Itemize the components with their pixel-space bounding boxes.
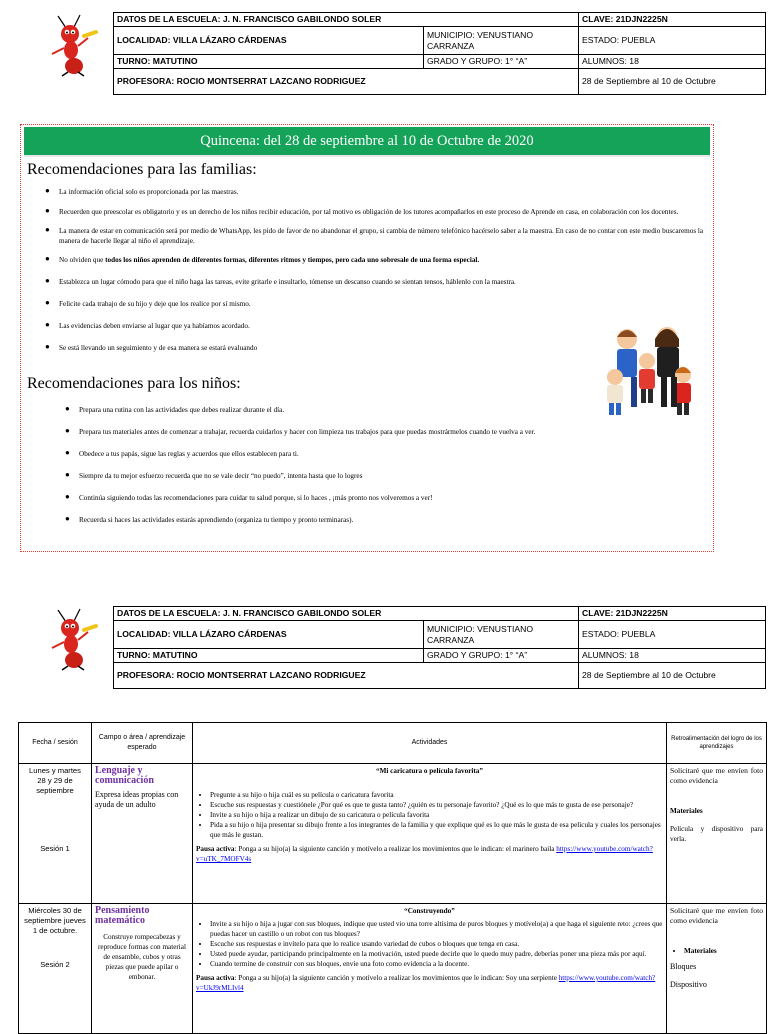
municipio-cell: MUNICIPIO: VENUSTIANO CARRANZA: [424, 27, 579, 55]
list-item: ● Establezca un lugar cómodo para que el niño haga las tareas, evite gritarle e insultarlo, tómense un descanso cuando se sientan tensos, háblenlo con la maestra.: [45, 277, 709, 287]
turno-cell: TURNO: MATUTINO: [114, 649, 424, 663]
families-heading: Recomendaciones para las familias:: [27, 161, 257, 178]
list-item: • Cuando termine de construir con sus bloques, envíe una foto como evidencia a la docente.: [210, 959, 663, 969]
clave-cell: CLAVE: 21DJN2225N: [579, 13, 766, 27]
fechas-cell: 28 de Septiembre al 10 de Octubre: [579, 69, 766, 95]
list-item: ● Prepara tus materiales antes de comenzar a trabajar, recuerda cuidarlos y hacer con limpieza tus trabajos para que puedas mostrármelos cuando te vuelva a ver.: [65, 427, 587, 437]
list-item: ● Prepara una rutina con las actividades que debes realizar durante el día.: [65, 405, 587, 415]
header-retro: Retroalimentación del logro de los aprendizajes: [667, 723, 767, 764]
subject-cell: [92, 904, 193, 1034]
school-data-table: [113, 606, 766, 689]
subject-title: Pensamiento matemático: [95, 905, 150, 926]
list-item: • Escuche sus respuestas y cuestiónele ¿Por qué es que te gusta tanto? ¿quién es tu personaje favorito? ¿Qué es lo que más te gusta de ese personaje?: [210, 800, 663, 810]
list-item: • Invite a su hijo o hija a realizar un dibujo de su caricatura o película favorita: [210, 810, 663, 820]
subject-cell: [92, 764, 193, 904]
localidad-cell: LOCALIDAD: VILLA LÁZARO CÁRDENAS: [114, 621, 424, 649]
session-label: Sesión 2: [40, 960, 70, 969]
session-label: Sesión 1: [40, 844, 70, 853]
list-item: • Pida a su hijo o hija presentar su dibujo frente a los integrantes de la familia y que explique qué es lo que más le gusta de esa película y cuales los personajes que más le gustan.: [210, 820, 663, 840]
localidad-cell: LOCALIDAD: VILLA LÁZARO CÁRDENAS: [114, 27, 424, 55]
learning-goal: Construye rompecabezas y reproduce formas con material de ensamble, cubos y otras piezas que puede apilar o embonar.: [97, 933, 186, 981]
school-data-table: [113, 12, 766, 95]
list-item: ● No olviden que todos los niños aprenden de diferentes formas, diferentes ritmos y tiempos, pero cada uno sobresale de una forma especial.: [45, 255, 709, 265]
activity-cell: [193, 904, 667, 1034]
feedback-text: Solicitaré que me envíen foto como evidencia: [670, 906, 763, 925]
materials-text: Película y dispositivo para verla.: [670, 825, 763, 843]
list-item: • Pregunte a su hijo o hija cuál es su película o caricatura favorita: [210, 790, 663, 800]
list-item: ● La manera de estar en comunicación será por medio de WhatsApp, les pido de favor de no abandonar el grupo, si cambia de número telefónico hacérselo saber a la maestra. En caso de no contar con este medio buscaremos la manera de hacerle llegar al niño el aprendizaje.: [45, 226, 709, 246]
header-actividades: Actividades: [193, 723, 667, 764]
list-item: ● Obedece a tus papás, sigue las reglas y acuerdos que ellos establecen para ti.: [65, 449, 587, 459]
feedback-cell: [667, 904, 767, 1034]
activity-steps: [196, 790, 663, 840]
quincena-banner: Quincena: del 28 de septiembre al 10 de Octubre de 2020: [24, 127, 710, 157]
grado-cell: GRADO Y GRUPO: 1° “A”: [424, 649, 579, 663]
recommendations-box: [20, 124, 714, 552]
list-item: • Invite a su hijo o hija a jugar con sus bloques, indique que usted vio una torre altísima de puros bloques y motívelo(a) a que haga el siguiente reto: ¿crees que puedas hacer un castillo o un robot con tus bloques?: [210, 919, 663, 939]
active-pause: Pausa activa: Ponga a su hijo(a) la siguiente canción y motívelo a realizar los movimientos que le indican: el marinero baila https://www.youtube.com/watch?v=uTK_7MOFV4s: [196, 845, 653, 863]
song-link[interactable]: https://www.youtube.com/watch?v=uTK_7MOFV4s: [196, 845, 653, 863]
kids-heading: Recomendaciones para los niños:: [27, 375, 241, 392]
activity-title: “Mi caricatura o película favorita”: [376, 767, 483, 775]
header-fecha: Fecha / sesión: [19, 723, 92, 764]
school-name-cell: DATOS DE LA ESCUELA: J. N. FRANCISCO GABILONDO SOLER: [114, 607, 579, 621]
feedback-text: Solicitaré que me envíen foto como evidencia: [670, 766, 763, 785]
estado-cell: ESTADO: PUEBLA: [579, 27, 766, 55]
profesora-cell: PROFESORA: ROCIO MONTSERRAT LAZCANO RODRIGUEZ: [114, 69, 579, 95]
estado-cell: ESTADO: PUEBLA: [579, 621, 766, 649]
list-item: • Escuche sus respuestas e invítelo para que lo realice usando variedad de cubos o bloques que tenga en casa.: [210, 939, 663, 949]
turno-cell: TURNO: MATUTINO: [114, 55, 424, 69]
family-illustration: [595, 325, 713, 421]
material-item: Bloques: [670, 962, 697, 971]
list-item: ● Se está llevando un seguimiento y de esa manera se estará evaluando: [45, 343, 709, 353]
date-cell: Miércoles 30 de septiembre jueves 1 de octubre. Sesión 2: [19, 904, 92, 1034]
list-item: ● La información oficial solo es proporcionada por las maestras.: [45, 187, 709, 197]
clave-cell: CLAVE: 21DJN2225N: [579, 607, 766, 621]
table-row: [19, 904, 767, 1034]
list-item: ● Felicite cada trabajo de su hijo y deje que los realice por sí mismo.: [45, 299, 709, 309]
material-item: Dispositivo: [670, 980, 707, 989]
municipio-cell: MUNICIPIO: VENUSTIANO CARRANZA: [424, 621, 579, 649]
table-header-row: [19, 723, 767, 764]
activities-table: [18, 722, 767, 1034]
profesora-cell: PROFESORA: ROCIO MONTSERRAT LAZCANO RODRIGUEZ: [114, 663, 579, 689]
song-link[interactable]: https://www.youtube.com/watch?v=UkJ9rMLIvl4: [196, 974, 656, 992]
special-note: todos los niños aprenden de diferentes formas, diferentes ritmos y tiempos, pero cada uno sobresale de una forma especial.: [105, 256, 480, 264]
kids-list: [65, 405, 587, 525]
activity-cell: [193, 764, 667, 904]
list-item: ● Recuerden que preescolar es obligatorio y es un derecho de los niños recibir educación, por tal motivo es obligación de los tutores acompañarlos en este proceso de Aprende en casa, en colaboración con los docentes.: [45, 207, 709, 217]
materials-label: Materiales: [670, 807, 703, 815]
fechas-cell: 28 de Septiembre al 10 de Octubre: [579, 663, 766, 689]
list-item: • Usted puede ayudar, participando principalmente en la motivación, usted puede decirle que le quedo muy padre, deberías poner una pieza más por aquí.: [210, 949, 663, 959]
active-pause: Pausa activa: Ponga a su hijo(a) la siguiente canción y motívelo a realizar los movimientos que le indican: Soy una serpiente https://www.youtube.com/watch?v=UkJ9rMLIvl4: [196, 974, 656, 992]
activity-title: “Construyendo”: [404, 907, 455, 915]
list-item: ● Siempre da tu mejor esfuerzo recuerda que no se vale decir “no puedo”, intenta hasta que lo logres: [65, 471, 587, 481]
grado-cell: GRADO Y GRUPO: 1° “A”: [424, 55, 579, 69]
school-name-cell: DATOS DE LA ESCUELA: J. N. FRANCISCO GABILONDO SOLER: [114, 13, 579, 27]
learning-goal: Expresa ideas propias con ayuda de un adulto: [95, 790, 179, 809]
list-item: ● Las evidencias deben enviarse al lugar que ya habíamos acordado.: [45, 321, 709, 331]
list-item: ● Continúa siguiendo todas las recomendaciones para cuidar tu salud porque, si lo haces , ¡más pronto nos volveremos a ver!: [65, 493, 587, 503]
subject-title: Lenguaje y comunicación: [95, 765, 154, 786]
feedback-cell: [667, 764, 767, 904]
table-row: [19, 764, 767, 904]
activity-steps: [196, 919, 663, 969]
alumnos-cell: ALUMNOS: 18: [579, 649, 766, 663]
ant-mascot-logo: [44, 14, 104, 78]
materials-list: [670, 946, 763, 956]
ant-mascot-logo: [44, 608, 104, 672]
list-item: ● Recuerda si haces las actividades estarás aprendiendo (organiza tu tiempo y pronto terminaras).: [65, 515, 587, 525]
date-cell: Lunes y martes 28 y 29 de septiembre Sesión 1: [19, 764, 92, 904]
alumnos-cell: ALUMNOS: 18: [579, 55, 766, 69]
materials-label: • Materiales: [684, 946, 763, 956]
header-campo: Campo o área / aprendizaje esperado: [92, 723, 193, 764]
